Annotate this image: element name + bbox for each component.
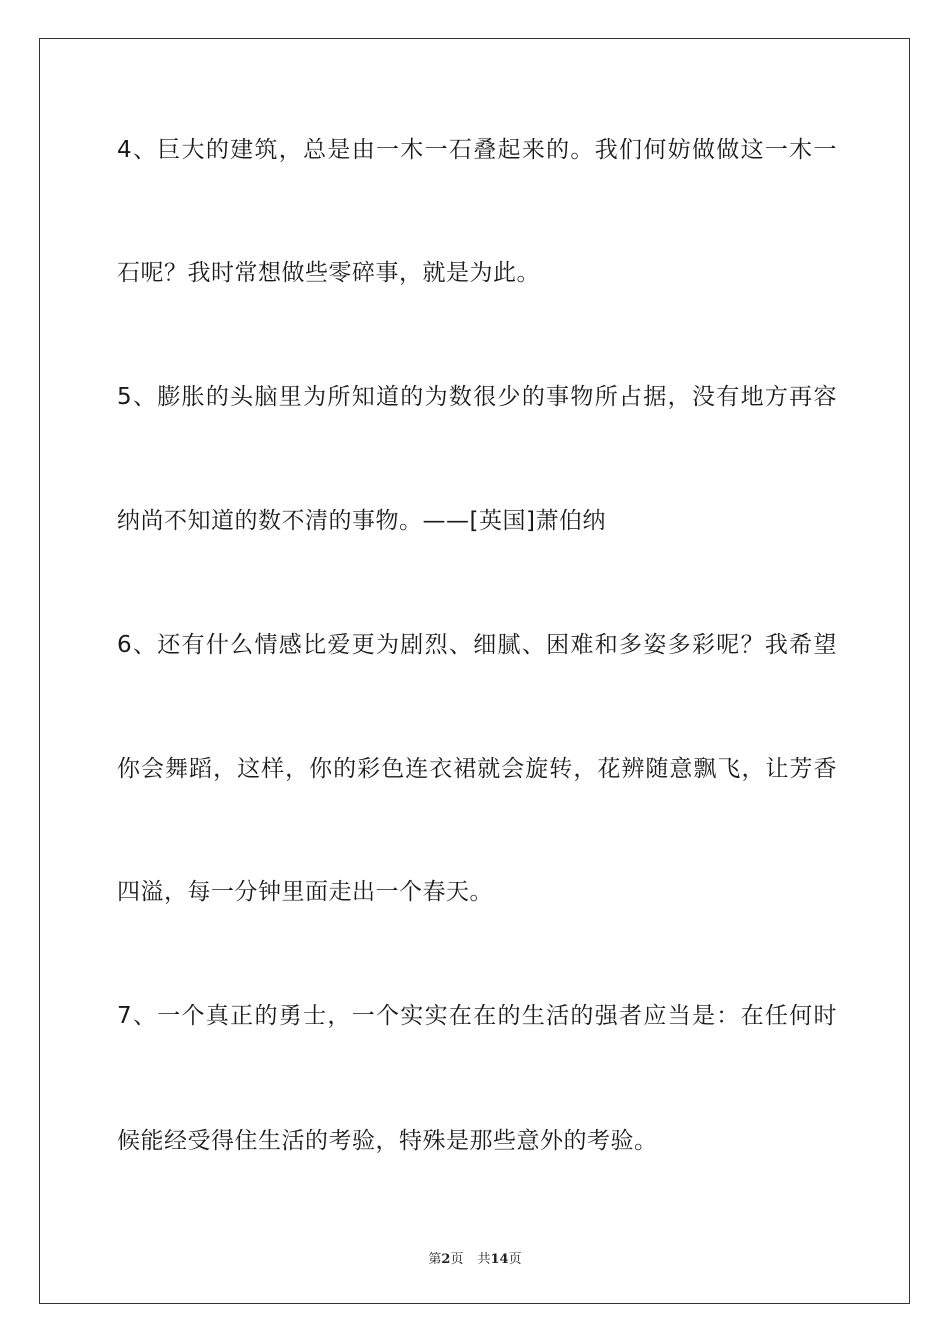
text-line: 6、还有什么情感比爱更为剧烈、细腻、困难和多姿多彩呢？我希望 bbox=[117, 632, 837, 658]
total-page-count: 14 bbox=[490, 1252, 509, 1267]
text-line: 石呢？我时常想做些零碎事，就是为此。 bbox=[117, 260, 540, 286]
text-line: 4、巨大的建筑，总是由一木一石叠起来的。我们何妨做做这一木一 bbox=[117, 137, 837, 163]
page-unit: 页 bbox=[450, 1252, 464, 1267]
text-line: 7、一个真正的勇士，一个实实在在的生活的强者应当是：在任何时 bbox=[117, 1003, 837, 1029]
page-border bbox=[39, 38, 910, 1304]
current-page-number: 2 bbox=[441, 1252, 451, 1267]
total-prefix: 共 bbox=[477, 1252, 491, 1267]
text-line: 四溢，每一分钟里面走出一个春天。 bbox=[117, 879, 493, 905]
page-footer bbox=[0, 1248, 950, 1267]
total-unit: 页 bbox=[508, 1252, 522, 1267]
text-line: 候能经受得住生活的考验，特殊是那些意外的考验。 bbox=[117, 1128, 658, 1154]
text-line: 纳尚不知道的数不清的事物。——[英国]萧伯纳 bbox=[117, 508, 606, 534]
page-prefix: 第 bbox=[428, 1252, 442, 1267]
text-line: 5、膨胀的头脑里为所知道的为数很少的事物所占据，没有地方再容 bbox=[117, 384, 837, 410]
text-line: 你会舞蹈，这样，你的彩色连衣裙就会旋转，花辨随意飘飞，让芳香 bbox=[117, 756, 837, 782]
